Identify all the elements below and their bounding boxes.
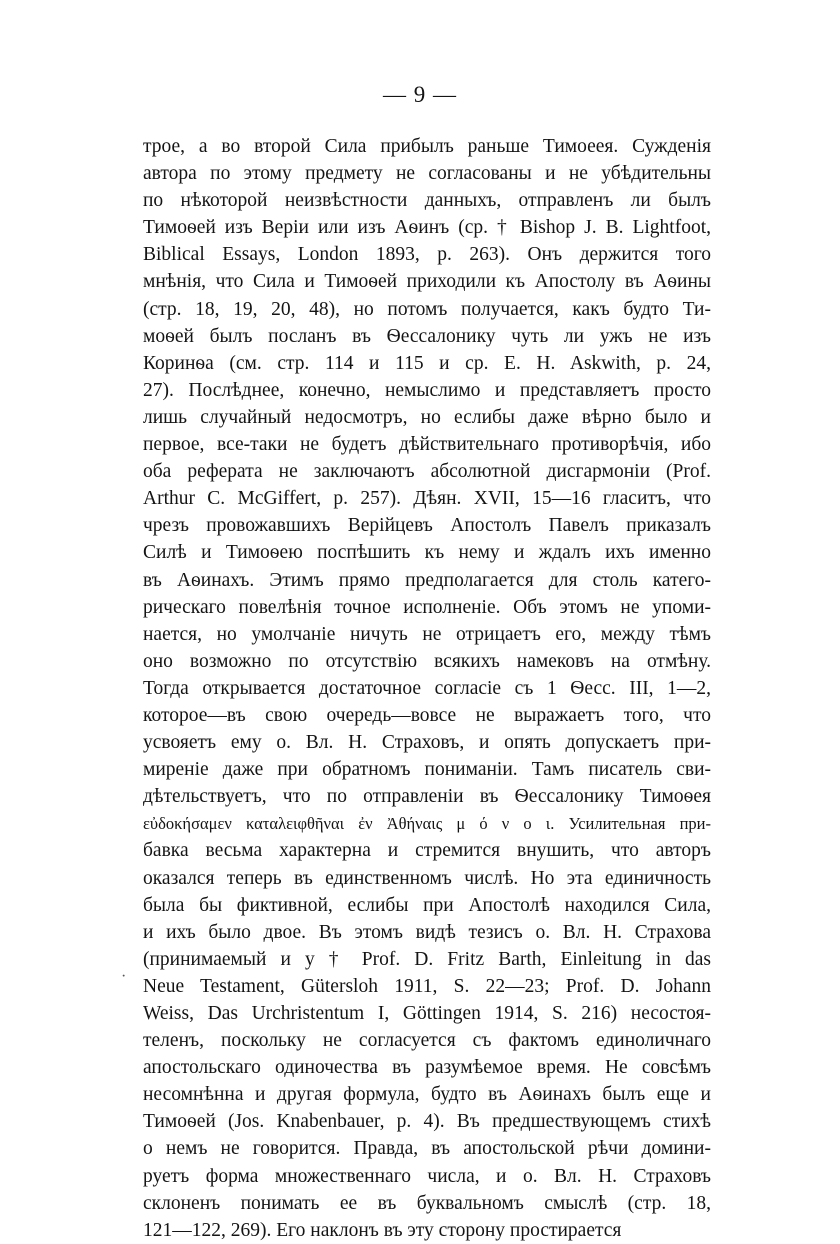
body-text bbox=[143, 133, 711, 1244]
text-line: 27). Послѣднее, конечно, немыслимо и представляетъ просто bbox=[143, 379, 711, 401]
text-line: и ихъ было двое. Въ этомъ видѣ тезисъ о. Вл. Н. Страхова bbox=[143, 921, 711, 943]
text-line: (стр. 18, 19, 20, 48), но потомъ получается, какъ будто Ти- bbox=[143, 298, 711, 320]
text-line: лишь случайный недосмотръ, но еслибы даже вѣрно было и bbox=[143, 406, 711, 428]
text-line: оно возможно по отсутствію всякихъ намековъ на отмѣну. bbox=[143, 650, 711, 672]
text-line: миреніе даже при обратномъ пониманіи. Тамъ писатель сви- bbox=[143, 759, 711, 781]
text-line: о немъ не говорится. Правда, въ апостольской рѣчи домини- bbox=[143, 1138, 711, 1160]
text-line: усвояетъ ему о. Вл. Н. Страховъ, и опять допускаетъ при- bbox=[143, 732, 711, 754]
text-line: апостольскаго одиночества въ разумѣемое время. Не совсѣмъ bbox=[143, 1057, 711, 1079]
text-line: Arthur C. McGiffert, p. 257). Дѣян. XVII, 15—16 гласитъ, что bbox=[143, 488, 711, 510]
margin-mark: · bbox=[121, 968, 127, 985]
text-line: оказался теперь въ единственномъ числѣ. Но эта единичность bbox=[143, 867, 711, 889]
text-line: теленъ, поскольку не согласуется съ фактомъ единоличнаго bbox=[143, 1030, 711, 1052]
text-line: Тимоѳей изъ Веріи или изъ Аѳинъ (ср. † Bishop J. B. Lightfoot, bbox=[143, 217, 711, 239]
text-line: Тимоѳей (Jos. Knabenbauer, p. 4). Въ предшествующемъ стихѣ bbox=[143, 1111, 711, 1133]
text-line: трое, а во второй Сила прибылъ раньше Тимоеея. Сужденія bbox=[143, 136, 711, 157]
text-line: (принимаемый и у † Prof. D. Fritz Barth, Einleitung in das bbox=[143, 948, 711, 970]
text-line: дѣтельствуетъ, что по отправленіи въ Ѳессалонику Тимоѳея bbox=[143, 786, 711, 808]
text-line: первое, все-таки не будетъ дѣйствительнаго противорѣчія, ибо bbox=[143, 434, 711, 456]
text-line: въ Аѳинахъ. Этимъ прямо предполагается для столь катего- bbox=[143, 569, 711, 591]
text-line: мнѣнія, что Сила и Тимоѳей приходили къ Апостолу въ Аѳины bbox=[143, 271, 711, 293]
text-line: Коринѳа (см. стр. 114 и 115 и ср. E. H. Askwith, p. 24, bbox=[143, 352, 711, 374]
text-line: Силѣ и Тимоѳею поспѣшить къ нему и ждалъ ихъ именно bbox=[143, 542, 711, 564]
text-line: рическаго повелѣнія точное исполненіе. Объ этомъ не упоми- bbox=[143, 596, 711, 618]
text-line: Neue Testament, Gütersloh 1911, S. 22—23; Prof. D. Johann bbox=[143, 975, 711, 997]
text-line: несомнѣнна и другая формула, будто въ Аѳинахъ былъ еще и bbox=[143, 1084, 711, 1106]
text-line: склоненъ понимать ее въ буквальномъ смыслѣ (стр. 18, bbox=[143, 1192, 711, 1214]
text-line: 121—122, 269). Его наклонъ въ эту сторону простирается bbox=[143, 1219, 622, 1241]
page-number: — 9 — bbox=[383, 82, 457, 107]
text-line: оба реферата не заключаютъ абсолютной дисгармоніи (Prof. bbox=[143, 461, 711, 483]
text-line: Weiss, Das Urchristentum I, Göttingen 1914, S. 216) несостоя- bbox=[143, 1003, 711, 1024]
text-line: εὐδοκήσαμεν καταλειφθῆναι ἐν Ἀθήναις μ ό ν ο ι. Усилительная при- bbox=[143, 814, 711, 834]
text-line: бавка весьма характерна и стремится внушить, что авторъ bbox=[143, 840, 711, 862]
text-line: Тогда открывается достаточное согласіе съ 1 Ѳесс. III, 1—2, bbox=[143, 677, 711, 699]
text-line: по нѣкоторой неизвѣстности данныхъ, отправленъ ли былъ bbox=[143, 190, 711, 212]
text-line: автора по этому предмету не согласованы и не убѣдительны bbox=[143, 163, 711, 185]
text-line: Biblical Essays, London 1893, p. 263). Онъ держится того bbox=[143, 244, 711, 266]
text-line: моѳей былъ посланъ въ Ѳессалонику чуть ли ужъ не изъ bbox=[143, 325, 711, 347]
text-line: которое—въ свою очередь—вовсе не выражаетъ того, что bbox=[143, 704, 711, 726]
text-line: чрезъ провожавшихъ Верійцевъ Апостолъ Павелъ приказалъ bbox=[143, 515, 711, 537]
text-line: нается, но умолчаніе ничуть не отрицаетъ его, между тѣмъ bbox=[143, 623, 711, 645]
text-line: руетъ форма множественнаго числа, и о. Вл. Н. Страховъ bbox=[143, 1165, 711, 1187]
text-line: была бы фиктивной, еслибы при Апостолѣ находился Сила, bbox=[143, 894, 711, 916]
